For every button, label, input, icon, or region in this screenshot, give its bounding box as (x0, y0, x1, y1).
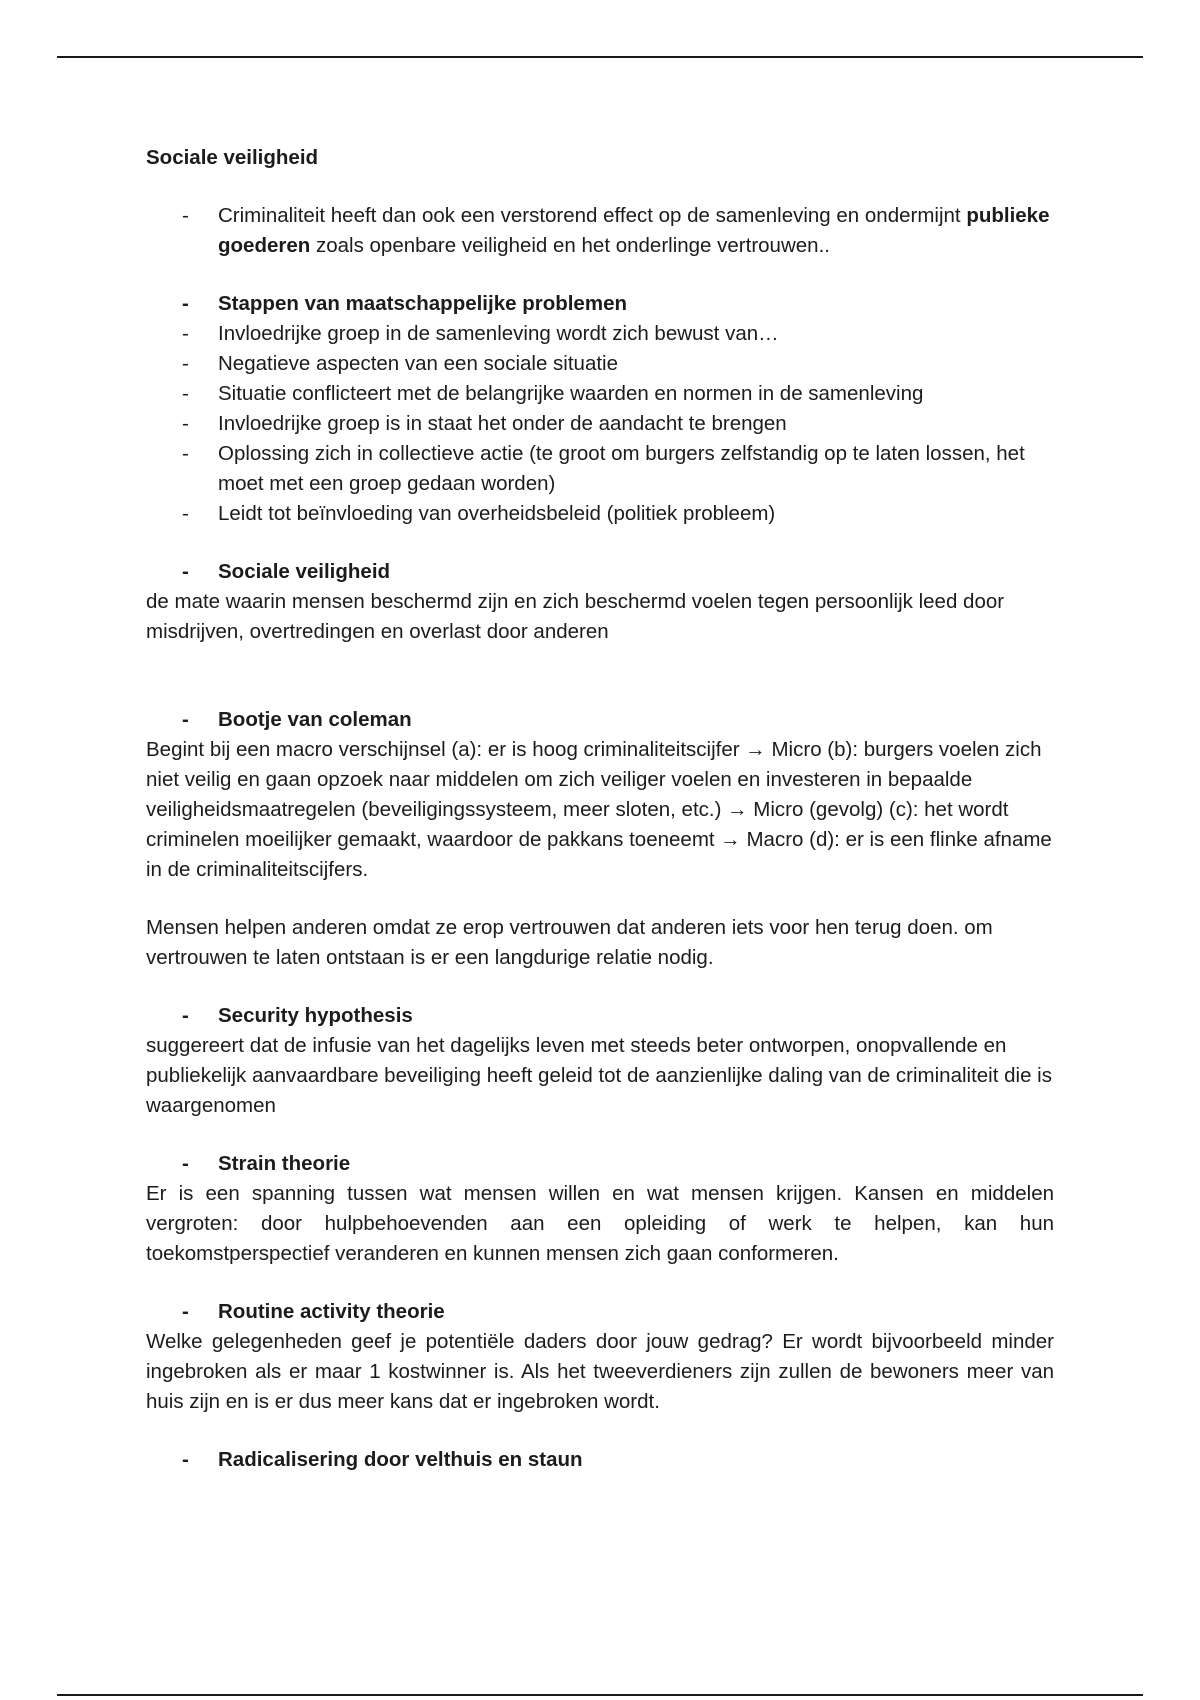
section-heading-radicalisering (146, 1445, 1054, 1475)
heading-text: Radicalisering door velthuis en staun (218, 1448, 583, 1471)
dash-bullet: - (182, 204, 189, 227)
section-heading-security (146, 1001, 1054, 1031)
footer-rule (57, 1694, 1143, 1696)
security-paragraph: suggereert dat de infusie van het dagelijks leven met steeds beter ontworpen, onopvallende en publiekelijk aanvaardbare beveiliging heeft geleid tot de aanzienlijke daling van de criminaliteit die is waargenomen (146, 1034, 1052, 1117)
heading-text: Strain theorie (218, 1152, 351, 1175)
dash-bullet: - (182, 412, 189, 435)
list-item (146, 499, 1054, 529)
heading-text: Routine activity theorie (218, 1300, 445, 1323)
dash-bullet: - (182, 1152, 189, 1175)
list-item (146, 379, 1054, 409)
section-heading-strain (146, 1149, 1054, 1179)
document-body (146, 143, 1054, 1475)
list-item (146, 409, 1054, 439)
dash-bullet: - (182, 1448, 189, 1471)
list-item-text: Invloedrijke groep is in staat het onder de aandacht te brengen (218, 412, 787, 435)
page-title: Sociale veiligheid (146, 146, 319, 169)
dash-bullet: - (182, 708, 189, 731)
dash-bullet: - (182, 442, 189, 465)
routine-paragraph: Welke gelegenheden geef je potentiële daders door jouw gedrag? Er wordt bijvoorbeeld minder ingebroken als er maar 1 kostwinner is. Als het tweeverdieners zijn zullen de bewoners meer van huis zijn en is er dus meer kans dat er ingebroken wordt. (146, 1330, 1054, 1413)
intro-text-b: zoals openbare veiligheid en het onderlinge vertrouwen.. (310, 234, 830, 257)
list-item (146, 349, 1054, 379)
section-heading-routine (146, 1297, 1054, 1327)
list-item-text: Negatieve aspecten van een sociale situatie (218, 352, 619, 375)
dash-bullet: - (182, 322, 189, 345)
heading-text: Stappen van maatschappelijke problemen (218, 292, 627, 315)
section-heading-coleman (146, 705, 1054, 735)
dash-bullet: - (182, 1004, 189, 1027)
list-item-text: Situatie conflicteert met de belangrijke waarden en normen in de samenleving (218, 382, 924, 405)
heading-text: Bootje van coleman (218, 708, 412, 731)
stappen-list (146, 289, 1054, 529)
list-item (146, 439, 1054, 499)
intro-list (146, 201, 1054, 261)
dash-bullet: - (182, 292, 189, 315)
list-item (146, 319, 1054, 349)
section-heading-stappen (146, 289, 1054, 319)
dash-bullet: - (182, 560, 189, 583)
section-heading-sociale (146, 557, 1054, 587)
dash-bullet: - (182, 382, 189, 405)
heading-text: Security hypothesis (218, 1004, 413, 1027)
list-item-text: Oplossing zich in collectieve actie (te groot om burgers zelfstandig op te laten lossen, het moet met een groep gedaan worden) (218, 442, 1025, 495)
header-rule (57, 56, 1143, 58)
list-item-text: Invloedrijke groep in de samenleving wordt zich bewust van… (218, 322, 779, 345)
intro-text-a: Criminaliteit heeft dan ook een verstorend effect op de samenleving en ondermijnt (218, 204, 961, 227)
dash-bullet: - (182, 502, 189, 525)
coleman-paragraph: Begint bij een macro verschijnsel (a): er is hoog criminaliteitscijfer → Micro (b): burgers voelen zich niet veilig en gaan opzoek naar middelen om zich veiliger voelen en investeren in bepaalde veiligheidsmaatregelen (beveiligingssysteem, meer sloten, etc.) → Micro (gevolg) (c): het wordt criminelen moeilijker gemaakt, waardoor de pakkans toeneemt → Macro (d): er is een flinke afname in de criminaliteitscijfers. (146, 738, 1052, 881)
coleman-paragraph-2: Mensen helpen anderen omdat ze erop vertrouwen dat anderen iets voor hen terug doen. om vertrouwen te laten ontstaan is er een langdurige relatie nodig. (146, 916, 993, 969)
intro-bold-term: publieke goederen (218, 204, 1050, 257)
heading-text: Sociale veiligheid (218, 560, 391, 583)
dash-bullet: - (182, 352, 189, 375)
dash-bullet: - (182, 1300, 189, 1323)
sociale-definition: de mate waarin mensen beschermd zijn en zich beschermd voelen tegen persoonlijk leed door misdrijven, overtredingen en overlast door anderen (146, 590, 1005, 643)
strain-paragraph: Er is een spanning tussen wat mensen willen en wat mensen krijgen. Kansen en middelen vergroten: door hulpbehoevenden aan een opleiding of werk te helpen, kan hun toekomstperspectief veranderen en kunnen mensen zich gaan conformeren. (146, 1182, 1054, 1265)
list-item (146, 201, 1054, 261)
list-item-text: Leidt tot beïnvloeding van overheidsbeleid (politiek probleem) (218, 502, 776, 525)
